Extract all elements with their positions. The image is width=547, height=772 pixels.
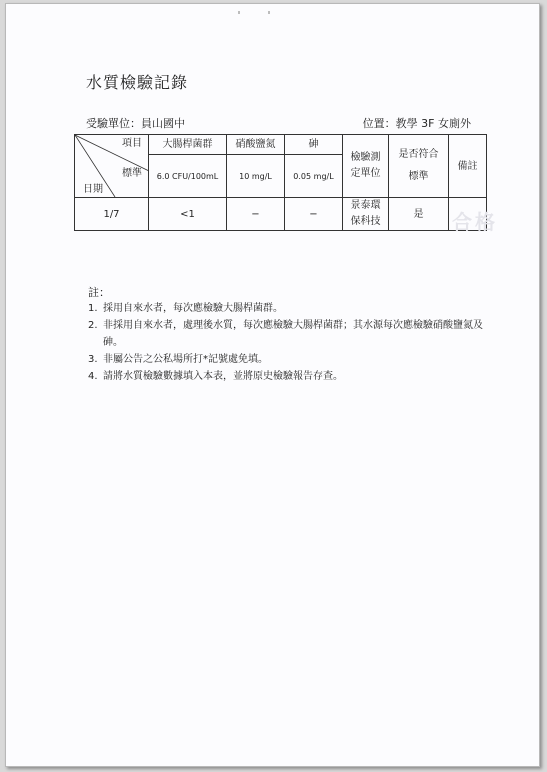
notes-list bbox=[88, 300, 488, 385]
notes-title: 註： bbox=[88, 286, 110, 299]
note-text: 採用自來水者，每次應檢驗大腸桿菌群。 bbox=[103, 303, 283, 314]
row-lab bbox=[343, 198, 389, 231]
corner-item-label: 項目 bbox=[122, 138, 142, 149]
document-title: 水質檢驗記錄 bbox=[86, 73, 189, 92]
inspected-unit: 受驗單位：員山國中 bbox=[86, 117, 185, 130]
lab-header bbox=[343, 135, 389, 198]
table-row bbox=[75, 198, 487, 231]
note-number: 4. bbox=[88, 371, 98, 382]
column-header-arsenic: 砷 bbox=[285, 135, 343, 155]
header-line bbox=[86, 115, 471, 131]
location: 位置：教學 3F 女廁外 bbox=[362, 117, 471, 130]
row-compliant: 是 bbox=[389, 198, 449, 231]
list-item bbox=[88, 300, 488, 317]
pass-stamp: 合格 bbox=[452, 210, 498, 234]
column-header-nitrate: 硝酸鹽氮 bbox=[227, 135, 285, 155]
scan-mark bbox=[268, 11, 270, 14]
remarks-header: 備註 bbox=[449, 135, 487, 198]
list-item bbox=[88, 368, 488, 385]
standard-arsenic: 0.05 mg/L bbox=[285, 155, 343, 198]
corner-date-label: 日期 bbox=[83, 184, 103, 195]
compliance-header bbox=[389, 135, 449, 198]
list-item bbox=[88, 351, 488, 368]
scan-mark bbox=[238, 11, 240, 14]
note-text: 非採用自來水者，處理後水質，每次應檢驗大腸桿菌群；其水源每次應檢驗硝酸鹽氮及砷。 bbox=[103, 320, 483, 348]
row-coliform: <1 bbox=[149, 198, 227, 231]
row-date: 1/7 bbox=[75, 198, 149, 231]
note-text: 請將水質檢驗數據填入本表，並將原史檢驗報告存查。 bbox=[103, 371, 343, 382]
row-arsenic: − bbox=[285, 198, 343, 231]
note-number: 3. bbox=[88, 354, 98, 365]
note-number: 2. bbox=[88, 320, 98, 331]
compliance-header-text: 是否符合標準 bbox=[398, 149, 439, 182]
corner-standard-label: 標準 bbox=[122, 168, 142, 179]
note-number: 1. bbox=[88, 303, 98, 314]
note-text: 非屬公告之公私場所打*記號處免填。 bbox=[103, 354, 268, 365]
record-table bbox=[74, 134, 487, 231]
column-header-coliform: 大腸桿菌群 bbox=[149, 135, 227, 155]
corner-cell bbox=[75, 135, 149, 198]
list-item bbox=[88, 317, 488, 351]
standard-coliform: 6.0 CFU/100mL bbox=[149, 155, 227, 198]
row-nitrate: − bbox=[227, 198, 285, 231]
lab-header-text: 檢驗測定單位 bbox=[350, 152, 381, 179]
row-lab-text: 景泰環保科技 bbox=[350, 200, 381, 227]
standard-nitrate: 10 mg/L bbox=[227, 155, 285, 198]
